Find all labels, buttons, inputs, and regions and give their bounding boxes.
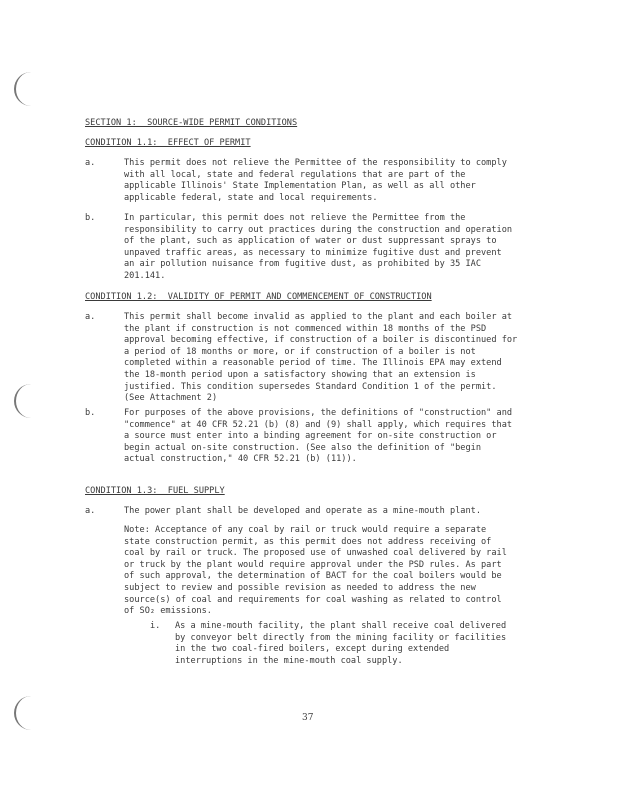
item-marker: a. bbox=[85, 158, 96, 168]
condition-heading: CONDITION 1.1: EFFECT OF PERMIT bbox=[85, 138, 251, 148]
condition-paragraph: In particular, this permit does not relieve the Permittee from the responsibility to carry out practices during the construction and operation of the plant, such as application of water or dust suppressant sprays to unpaved traffic areas, as necessary to minimize fugitive dust and prevent an air pollution nuisance from fugitive dust, as prohibited by 35 IAC 201.141. bbox=[124, 213, 513, 281]
condition-heading: CONDITION 1.3: FUEL SUPPLY bbox=[85, 486, 225, 496]
condition-paragraph: For purposes of the above provisions, the definitions of "construction" and "commence" at 40 CFR 52.21 (b) (8) and (9) shall apply, which requires that a source must enter into a binding agreement for on-site construction or begin actual on-site construction. (See also the definition of "begin actual construction," 40 CFR 52.21 (b) (11)). bbox=[124, 408, 513, 465]
item-marker: a. bbox=[85, 506, 96, 516]
condition-heading: CONDITION 1.2: VALIDITY OF PERMIT AND COMMENCEMENT OF CONSTRUCTION bbox=[85, 292, 432, 302]
punch-hole-mark bbox=[14, 384, 34, 418]
subitem-paragraph: As a mine-mouth facility, the plant shall receive coal delivered by conveyor belt directly from the mining facility or facilities in the two coal-fired boilers, except during extended interruptions in the mine-mouth coal supply. bbox=[175, 621, 507, 666]
condition-paragraph: The power plant shall be developed and operate as a mine-mouth plant. bbox=[124, 506, 481, 516]
subitem-marker: i. bbox=[150, 621, 161, 631]
section-title: SECTION 1: SOURCE-WIDE PERMIT CONDITIONS bbox=[85, 118, 298, 128]
condition-paragraph: This permit does not relieve the Permittee of the responsibility to comply with all local, state and federal regulations that are part of the applicable Illinois' State Implementation Plan, as well as all other applicable federal, state and local requirements. bbox=[124, 158, 507, 203]
page-number: 37 bbox=[302, 713, 314, 723]
item-marker: a. bbox=[85, 312, 96, 322]
item-marker: b. bbox=[85, 213, 96, 223]
punch-hole-mark bbox=[14, 72, 34, 106]
item-marker: b. bbox=[85, 408, 96, 418]
note-paragraph: Note: Acceptance of any coal by rail or truck would require a separate state construction permit, as this permit does not address receiving of coal by rail or truck. The proposed use of unwashed coal delivered by rail or truck by the plant would require approval under the PSD rules. As part of such approval, the determination of BACT for the coal boilers would be subject to review and possible revision as needed to address the new source(s) of coal and requirements for coal washing as related to control of SO₂ emissions. bbox=[124, 525, 507, 617]
condition-paragraph: This permit shall become invalid as applied to the plant and each boiler at the plant if construction is not commenced within 18 months of the PSD approval becoming effective, if construction of a boiler is discontinued for a period of 18 months or more, or if construction of a boiler is not completed within a reasonable period of time. The Illinois EPA may extend the 18-month period upon a satisfactory showing that an extension is justified. This condition supersedes Standard Condition 1 of the permit. (See Attachment 2) bbox=[124, 312, 518, 404]
punch-hole-mark bbox=[14, 696, 34, 730]
